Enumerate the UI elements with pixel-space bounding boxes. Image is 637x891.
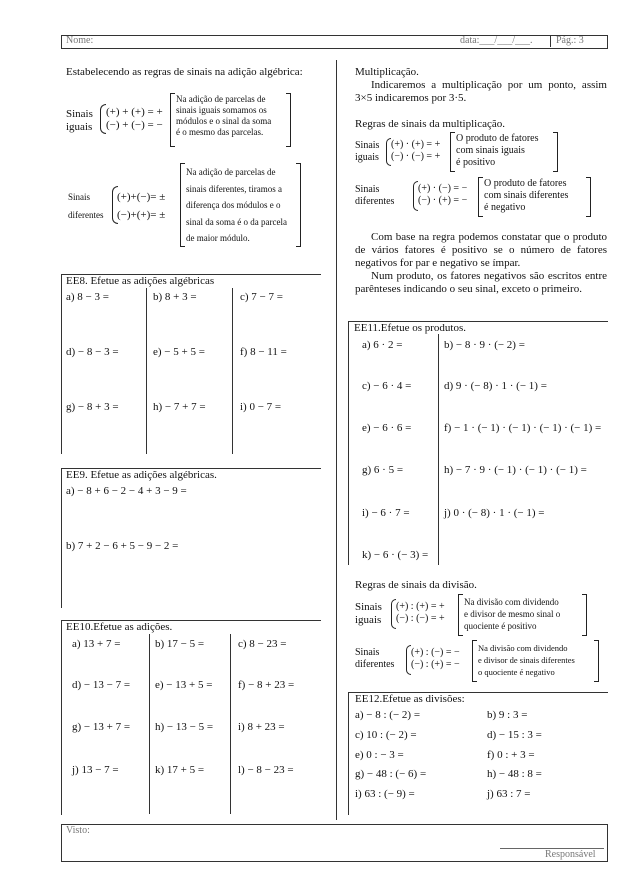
ee12-item-j: j) 63 : 7 = [487,788,531,800]
div-equal-label: Sinais iguais [355,601,382,626]
column-divider [336,60,337,820]
ee11-item-f: f) − 1 · (− 1) · (− 1) · (− 1) · (− 1) = [444,422,602,434]
mult-rules-title: Regras de sinais da multiplicação. [355,118,505,130]
ee8-item-g: g) − 8 + 3 = [66,401,119,413]
ee12-item-c: c) 10 : (− 2) = [355,729,417,741]
ee8-item-a: a) 8 − 3 = [66,291,109,303]
ee10-item-i: i) 8 + 23 = [238,721,285,733]
visto-label: Visto: [66,825,90,836]
equal-note: Na adição de parcelas de sinais iguais somamos os módulos e o sinal da soma é o mesmo das parcelas. [176,94,272,137]
ee10-item-l: l) − 8 − 23 = [238,764,294,776]
ee10-item-b: b) 17 − 5 = [155,638,205,650]
div-rules-title: Regras de sinais da divisão. [355,579,477,591]
mult-paragraph-1: Com base na regra podemos constatar que o produto de vários fatores é positivo se o número de fatores negativos for par e negativo se ímpar. [355,231,607,269]
equal-signs-label: Sinais iguais [66,108,93,133]
ee12-item-a: a) − 8 : (− 2) = [355,709,421,721]
mult-equal-rules: (+) · (+) = + (−) · (−) = + [391,139,441,162]
ee12-item-d: d) − 15 : 3 = [487,729,542,741]
responsavel-label: Responsável [545,849,596,860]
ee8-title: EE8. Efetue as adições algébricas [66,275,215,287]
div-diff-label: Sinais diferentes [355,647,395,670]
ee11-item-k: k) − 6 · (− 3) = [362,549,429,561]
diff-rules: (+)+(−)= ± (−)+(+)= ± [117,191,166,221]
div-equal-rules: (+) : (+) = + (−) : (−) = + [396,601,445,624]
ee11-item-e: e) − 6 · 6 = [362,422,412,434]
ee9-item-b: b) 7 + 2 − 6 + 5 − 9 − 2 = [66,540,179,552]
mult-diff-rules: (+) · (−) = − (−) · (+) = − [418,183,468,206]
ee8-item-i: i) 0 − 7 = [240,401,282,413]
ee11-item-g: g) 6 · 5 = [362,464,404,476]
ee11-item-a: a) 6 · 2 = [362,339,403,351]
ee11-item-c: c) − 6 · 4 = [362,380,412,392]
ee8-item-h: h) − 7 + 7 = [153,401,206,413]
ee10-item-f: f) − 8 + 23 = [238,679,295,691]
mult-title: Multiplicação. [355,66,419,78]
ee12-item-g: g) − 48 : (− 6) = [355,768,427,780]
div-diff-note: Na divisão com dividendo e divisor de sinais diferentes o quociente é negativo [478,643,575,677]
ee12-item-e: e) 0 : − 3 = [355,749,404,761]
ee8-item-e: e) − 5 + 5 = [153,346,205,358]
ee8-item-d: d) − 8 − 3 = [66,346,119,358]
ee8-item-c: c) 7 − 7 = [240,291,283,303]
ee9-title: EE9. Efetue as adições algébricas. [66,469,217,481]
ee12-title: EE12.Efetue as divisões: [355,693,465,705]
ee8-item-b: b) 8 + 3 = [153,291,197,303]
ee12-item-b: b) 9 : 3 = [487,709,528,721]
ee10-title: EE10.Efetue as adições. [66,621,173,633]
ee10-item-e: e) − 13 + 5 = [155,679,213,691]
ee11-item-h: h) − 7 · 9 · (− 1) · (− 1) · (− 1) = [444,464,587,476]
ee12-item-i: i) 63 : (− 9) = [355,788,415,800]
diff-note: Na adição de parcelas de sinais diferentes, tiramos a diferença dos módulos e o sinal da soma é o da parcela de maior módulo. [186,167,287,243]
name-label: Nome: [66,35,94,46]
mult-equal-label: Sinais iguais [355,140,380,163]
ee10-item-k: k) 17 + 5 = [155,764,205,776]
ee12-item-f: f) 0 : + 3 = [487,749,535,761]
page-label: Pág.: 3 [556,35,584,46]
mult-diff-label: Sinais diferentes [355,184,395,207]
ee9-item-a: a) − 8 + 6 − 2 − 4 + 3 − 9 = [66,485,187,497]
mult-diff-note: O produto de fatores com sinais diferentes é negativo [484,178,569,213]
equal-rules: (+) + (+) = + (−) + (−) = − [106,106,163,131]
div-equal-note: Na divisão com dividendo e divisor de mesmo sinal o quociente é positivo [464,597,561,631]
ee10-item-g: g) − 13 + 7 = [72,721,131,733]
ee12-item-h: h) − 48 : 8 = [487,768,542,780]
ee10-item-a: a) 13 + 7 = [72,638,121,650]
ee11-title: EE11.Efetue os produtos. [354,322,467,334]
ee10-item-c: c) 8 − 23 = [238,638,287,650]
ee11-item-i: i) − 6 · 7 = [362,507,410,519]
diff-signs-label: Sinais diferentes [68,192,104,220]
footer-box [61,824,608,862]
ee10-item-h: h) − 13 − 5 = [155,721,214,733]
mult-paragraph-2: Num produto, os fatores negativos são escritos entre parênteses indicando o seu sinal, exceto o primeiro. [355,270,607,295]
addition-intro: Estabelecendo as regras de sinais na adição algébrica: [66,66,303,78]
ee11-item-b: b) − 8 · 9 · (− 2) = [444,339,525,351]
ee8-item-f: f) 8 − 11 = [240,346,287,358]
div-diff-rules: (+) : (−) = − (−) : (+) = − [411,647,460,670]
ee10-item-d: d) − 13 − 7 = [72,679,131,691]
ee10-item-j: j) 13 − 7 = [72,764,119,776]
ee11-item-d: d) 9 · (− 8) · 1 · (− 1) = [444,380,547,392]
mult-equal-note: O produto de fatores com sinais iguais é positivo [456,133,539,168]
mult-text: Indicaremos a multiplicação por um ponto, assim 3×5 indicaremos por 3·5. [355,79,607,104]
date-label: data:___/___/___. [460,35,533,46]
ee11-item-j: j) 0 · (− 8) · 1 · (− 1) = [444,507,545,519]
